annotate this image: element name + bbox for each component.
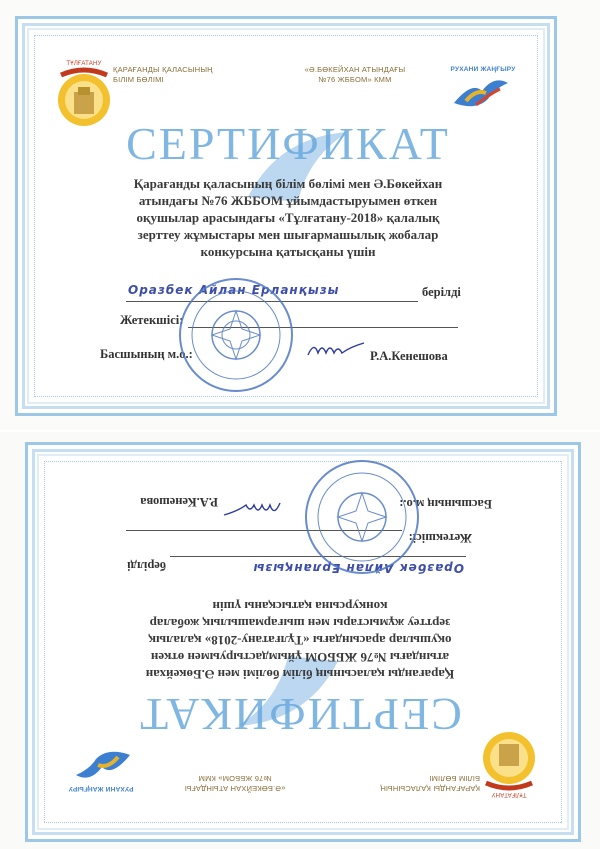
header-left-line-2: БІЛІМ БӨЛІМІ bbox=[113, 75, 164, 84]
certificate-bottom-rotated bbox=[25, 442, 581, 842]
header-center bbox=[160, 773, 310, 793]
header-center-line-1: «Ә.БӨКЕЙХАН АТЫНДАҒЫ bbox=[184, 784, 286, 793]
awarded-suffix: берілді bbox=[127, 559, 166, 573]
header-left bbox=[113, 65, 253, 85]
body-line-4: зерттеу жұмыстары мен шығармашылық жобалар bbox=[149, 616, 451, 631]
body-line-2: атындағы №76 ЖББОМ ұйымдастыруымен өткен bbox=[150, 650, 450, 665]
header-left-line-1: ҚАРАҒАНДЫ ҚАЛАСЫНЫҢ bbox=[380, 784, 480, 793]
director-signature bbox=[306, 337, 368, 363]
header-center-line-2: №76 ЖББОМ» КММ bbox=[198, 774, 272, 783]
header-left bbox=[340, 773, 480, 793]
logo-left-text: ТҰЛҒАТАНУ bbox=[66, 61, 102, 67]
certificate-bottom bbox=[25, 442, 581, 842]
recipient-name: Оразбек Айлан Ерланқызы bbox=[252, 561, 464, 575]
official-stamp bbox=[176, 275, 296, 395]
header-left-line-1: ҚАРАҒАНДЫ ҚАЛАСЫНЫҢ bbox=[113, 65, 213, 74]
header-center-line-1: «Ә.БӨКЕЙХАН АТЫНДАҒЫ bbox=[304, 65, 406, 74]
certificate-top bbox=[15, 16, 557, 416]
page-bottom bbox=[0, 432, 600, 849]
body-line-4: зерттеу жұмыстары мен шығармашылық жобалар bbox=[137, 227, 439, 242]
recipient-name: Оразбек Айлан Ерланқызы bbox=[128, 283, 340, 297]
body-line-3: оқушылар арасындағы «Тұлғатану-2018» қалалық bbox=[136, 210, 440, 225]
director-name: Р.А.Кенешова bbox=[140, 495, 218, 509]
body-line-5: конкурсына қатысқаны үшін bbox=[200, 244, 376, 259]
body-line-5: конкурсына қатысқаны үшін bbox=[212, 599, 388, 614]
supervisor-label: Жетекшісі: bbox=[120, 313, 184, 327]
logo-right-text: РУХАНИ ЖАҢҒЫРУ bbox=[450, 66, 516, 73]
body-line-1: Қарағанды қаласының білім бөлімі мен Ә.Бөкейхан bbox=[145, 667, 455, 682]
director-name: Р.А.Кенешова bbox=[370, 349, 448, 363]
body-line-3: оқушылар арасындағы «Тұлғатану-2018» қалалық bbox=[148, 633, 452, 648]
logo-right-text: РУХАНИ ЖАҢҒЫРУ bbox=[68, 785, 134, 792]
certificate-body bbox=[90, 598, 510, 683]
director-signature bbox=[220, 495, 282, 521]
official-stamp bbox=[302, 457, 422, 577]
certificate-body bbox=[78, 175, 498, 260]
certificate-title: СЕРТИФИКАТ bbox=[138, 689, 462, 740]
director-label: Басшының м.о.: bbox=[100, 347, 193, 361]
body-line-1: Қарағанды қаласының білім бөлімі мен Ә.Бөкейхан bbox=[133, 176, 443, 191]
body-line-2: атындағы №76 ЖББОМ ұйымдастыруымен өткен bbox=[138, 193, 438, 208]
awarded-suffix: берілді bbox=[422, 285, 461, 299]
certificate-title: СЕРТИФИКАТ bbox=[126, 118, 450, 169]
header-center bbox=[280, 65, 430, 85]
header-center-line-2: №76 ЖББОМ» КММ bbox=[318, 75, 392, 84]
supervisor-label: Жетекшісі: bbox=[408, 531, 472, 545]
header-left-line-2: БІЛІМ БӨЛІМІ bbox=[429, 774, 480, 783]
logo-left-text: ТҰЛҒАТАНУ bbox=[491, 791, 527, 797]
director-label: Басшының м.о.: bbox=[399, 497, 492, 511]
